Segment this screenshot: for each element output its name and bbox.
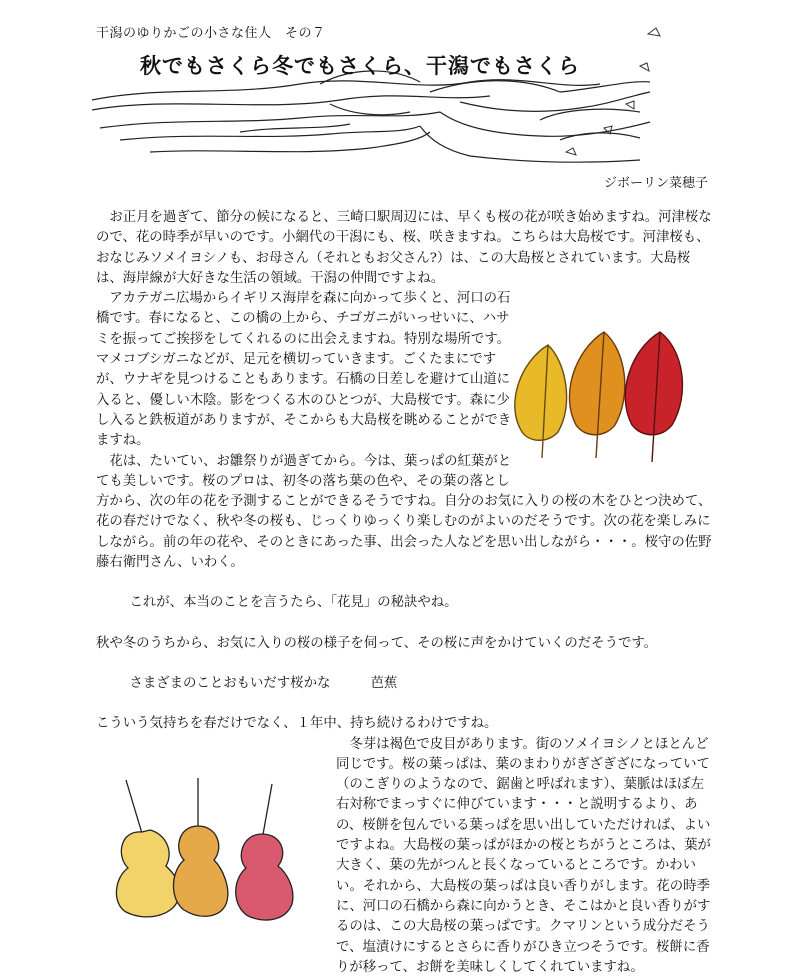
haiku-line (96, 674, 716, 694)
paragraph-7: 冬芽は褐色で皮目があります。街のソメイヨシノとほとんど同じです。桜の葉っぱは、葉のまわりがぎざぎざになっていて（のこぎりのようなので、鋸歯と呼ばれます）、葉脈はほぼ左右対称でまっすぐに伸びています・・・と説明するより、あの、桜餅を包んでいる葉っぱを思い出していただければ、よいですよね。大島桜の葉っぱがほかの桜とちがうところは、葉が大きく、葉の先がつんと長くなっているところです。かわいい。それから、大島桜の葉っぱは良い香りがします。花の時季に、河口の石橋から森に向かうとき、そこはかと良い香りがするのは、この大島桜の葉っぱです。クマリンという成分だそうで、塩漬けにするとさらに香りがひき立つそうです。桜餅に香りが移って、お餅を美味しくしてくれていますね。 (336, 736, 711, 975)
paragraph-5: 秋や冬のうちから、お気に入りの桜の様子を伺って、その桜に声をかけていくのだそうです。 (96, 635, 658, 651)
petal (648, 28, 660, 36)
petal (640, 63, 649, 71)
paragraph-3: 花は、たいてい、お雛祭りが過ぎてから。今は、葉っぱの紅葉がとても美しいです。桜のプロは、初冬の落ち葉の色や、その葉の落とし方から、次の年の花を予測することができるそうですね。自分のお気に入りの桜の木をひとつ決めて、花の春だけでなく、秋や冬の桜も、じっくりゆっくり楽しむのがよいのだそうです。次の花を楽しみにしながら。前の年の花や、そのときにあった事、出会った人などを思い出しながら・・・。桜守の佐野藤右衛門さん、いわく。 (96, 453, 712, 571)
paragraph-6: こういう気持ちを春だけでなく、１年中、持ち続けるわけですね。 (96, 716, 498, 732)
paragraph-2: アカテガニ広場からイギリス海岸を森に向かって歩くと、河口の石橋です。春になると、この橋の上から、チゴガニがいっせいに、ハサミを振ってご挨拶をしてくれるのに出会えますね。特別な場所です。マメコブシガニなどが、足元を横切っていきます。ごくたまにですが、ウナギを見つけることもあります。石橋の日差しを避けて山道に入ると、優しい木陰。影をつくる木のひとつが、大島桜です。森に少し入ると鉄板道がありますが、そこからも大島桜を眺めることができますね。 (96, 291, 512, 449)
series-label: 干潟のゆりかごの小さな住人 その７ (96, 26, 326, 41)
petal (626, 101, 634, 109)
author-name: ジボーリン菜穂子 (603, 176, 708, 191)
violin-float-space (96, 783, 336, 961)
article-body (96, 208, 716, 978)
haiku-poet: 芭蕉 (370, 675, 398, 691)
petal (566, 148, 576, 155)
leaf-float-space (516, 329, 716, 487)
page-title: 秋でもさくら冬でもさくら、干潟でもさくら (140, 53, 580, 78)
haiku-text: さまざまのことおもいだす桜かな (129, 675, 331, 691)
paragraph-1: お正月を過ぎて、節分の候になると、三崎口駅周辺には、早くも桜の花が咲き始めますね。河津桜なので、花の時季が早いのです。小網代の干潟にも、桜、咲きますね。こちらは大島桜です。河津桜も、おなじみソメイヨシノも、お母さん（それともお父さん?）は、この大島桜とされています。大島桜は、海岸線が大好きな生活の領域。干潟の仲間ですよね。 (96, 210, 712, 286)
quote-line: これが、本当のことを言うたら、「花見」の秘訣やね。 (129, 595, 458, 611)
